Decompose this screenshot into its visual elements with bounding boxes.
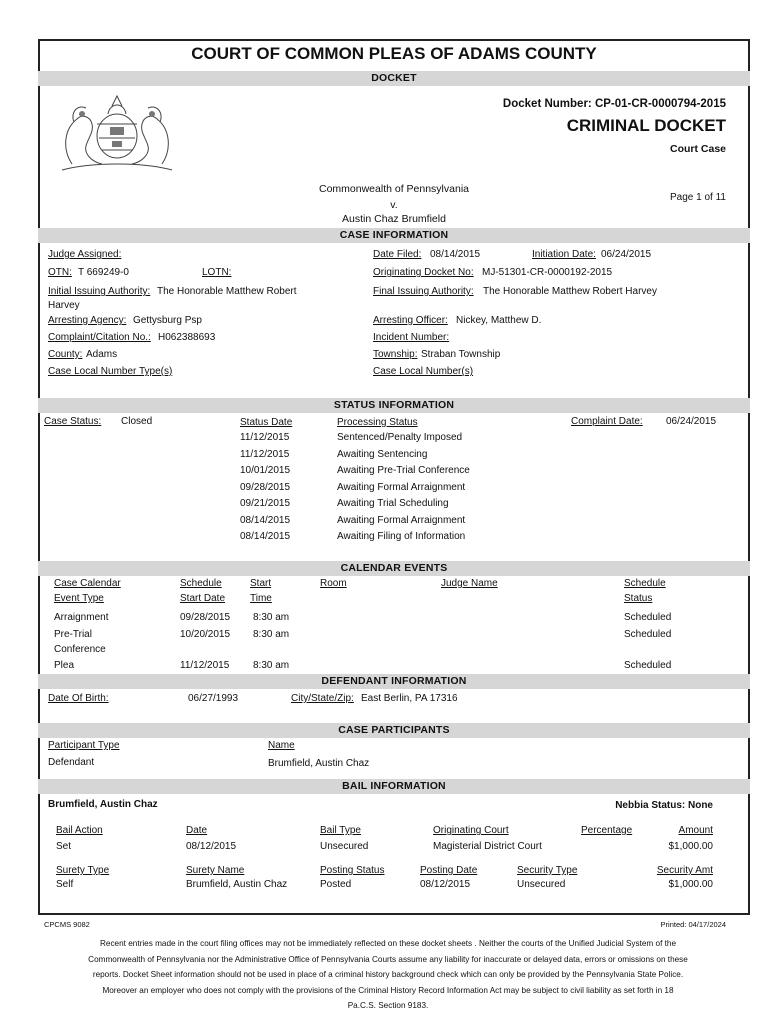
posting-status-header: Posting Status [320, 865, 385, 876]
disclaimer: Recent entries made in the court filing offices may not be immediately reflected on these docket sheets . Neither the courts of the Unified Judicial System of the Commonwealth of Pennsylvania nor the Administrative Office of Pennsylvania Courts assume any liability for inaccurate or delayed data, errors or omissions on these reports. Docket Sheet information should not be used in place of a criminal history background check which can only be provided by the Pennsylvania State Police. Moreover an employer who does not comply with the provisions of the Criminal History Record Information Act may be subject to civil liability as set forth in 18 Pa.C.S. Section 9183. [88, 939, 688, 1010]
participant-name-header: Name [268, 740, 295, 751]
originating-court-header: Originating Court [433, 825, 509, 836]
cal-row-date: 11/12/2015 [180, 660, 230, 671]
final-authority-label: Final Issuing Authority: [373, 286, 474, 297]
cal-row-time: 8:30 am [253, 660, 290, 671]
originating-court-value: Magisterial District Court [433, 841, 542, 852]
status-row-status: Sentenced/Penalty Imposed [337, 432, 463, 443]
initial-authority-cont: Harvey [48, 300, 80, 311]
case-local-number-label: Case Local Number(s) [373, 366, 474, 377]
court-title: COURT OF COMMON PLEAS OF ADAMS COUNTY [191, 44, 597, 63]
status-date-header: Status Date [240, 417, 293, 428]
complaint-date-label: Complaint Date: [571, 416, 643, 427]
surety-type-header: Surety Type [56, 865, 110, 876]
cal-row-status: Scheduled [624, 629, 672, 640]
amount-header: Amount [678, 825, 713, 836]
status-row-status: Awaiting Formal Arraignment [337, 514, 466, 526]
caption-versus: v. [390, 199, 398, 211]
complaint-citation-value: H062388693 [158, 332, 216, 343]
cal-header-room: Room [320, 578, 347, 589]
case-status-label: Case Status: [44, 416, 102, 427]
cal-row-status: Scheduled [624, 660, 672, 671]
pennsylvania-seal-icon [52, 94, 182, 174]
participant-type-header: Participant Type [48, 740, 120, 751]
docket-bar: DOCKET [38, 71, 750, 86]
otn-value: T 669249-0 [78, 267, 129, 278]
city-state-zip-label: City/State/Zip: [291, 693, 354, 704]
caption-plaintiff: Commonwealth of Pennsylvania [319, 183, 469, 195]
surety-name-value: Brumfield, Austin Chaz [186, 879, 288, 890]
cal-row-event: Arraignment [54, 612, 109, 623]
lotn-label: LOTN: [202, 267, 232, 278]
security-amt-header: Security Amt [656, 865, 713, 876]
cal-row-event: Pre-Trial [54, 629, 92, 640]
status-row-status: Awaiting Trial Scheduling [337, 498, 449, 509]
status-row-date: 09/28/2015 [240, 481, 291, 493]
surety-type-value: Self [56, 879, 74, 890]
complaint-citation-label: Complaint/Citation No.: [48, 332, 151, 343]
security-type-value: Unsecured [517, 879, 566, 890]
status-row-date: 11/12/2015 [240, 432, 290, 443]
originating-docket-label: Originating Docket No: [373, 267, 474, 278]
date-filed-label: Date Filed: [373, 249, 422, 260]
township-label: Township: [373, 349, 418, 360]
cal-header-event-2: Event Type [54, 593, 104, 604]
status-row-status: Awaiting Filing of Information [337, 531, 466, 542]
cal-header-start-1: Start [250, 578, 272, 589]
status-row-date: 11/12/2015 [240, 448, 290, 460]
criminal-docket-heading: CRIMINAL DOCKET [566, 116, 726, 135]
amount-value: $1,000.00 [668, 841, 713, 852]
percentage-header: Percentage [581, 825, 633, 836]
complaint-date-value: 06/24/2015 [666, 416, 717, 427]
arresting-officer-value: Nickey, Matthew D. [456, 315, 542, 326]
cal-header-judge: Judge Name [441, 578, 498, 589]
status-row-date: 10/01/2015 [240, 465, 291, 476]
county-value: Adams [86, 349, 118, 360]
docket-number: Docket Number: CP-01-CR-0000794-2015 [502, 98, 726, 110]
dob-label: Date Of Birth: [48, 693, 109, 704]
posting-status-value: Posted [320, 879, 352, 890]
participant-type-value: Defendant [48, 757, 95, 768]
cal-header-start-2: Time [250, 593, 272, 604]
otn-label: OTN: [48, 267, 72, 278]
final-authority-value: The Honorable Matthew Robert Harvey [483, 286, 657, 297]
cal-row-time: 8:30 am [253, 629, 290, 640]
originating-docket-value: MJ-51301-CR-0000192-2015 [482, 267, 613, 278]
arresting-agency-value: Gettysburg Psp [133, 315, 202, 326]
cal-row-date: 10/20/2015 [180, 629, 231, 640]
status-row-status: Awaiting Formal Arraignment [337, 481, 466, 493]
bail-type-header: Bail Type [320, 825, 361, 836]
bail-person-name: Brumfield, Austin Chaz [48, 799, 158, 810]
cal-row-time: 8:30 am [253, 612, 290, 623]
dob-value: 06/27/1993 [188, 693, 239, 704]
cal-row-date: 09/28/2015 [180, 612, 231, 623]
status-information-bar: STATUS INFORMATION [38, 398, 750, 413]
posting-date-value: 08/12/2015 [420, 879, 471, 890]
city-state-zip-value: East Berlin, PA 17316 [361, 693, 458, 704]
initial-authority-label: Initial Issuing Authority: [48, 286, 151, 297]
bail-action-header: Bail Action [56, 825, 103, 836]
posting-date-header: Posting Date [420, 865, 478, 876]
cal-row-status: Scheduled [624, 612, 672, 623]
arresting-agency-label: Arresting Agency: [48, 315, 127, 326]
participant-name-value: Brumfield, Austin Chaz [268, 758, 370, 769]
arresting-officer-label: Arresting Officer: [373, 315, 448, 326]
cal-row-event: Plea [54, 660, 75, 671]
processing-status-header: Processing Status [337, 417, 418, 428]
bail-information-bar: BAIL INFORMATION [38, 779, 750, 794]
case-status-value: Closed [121, 416, 153, 427]
case-information-bar: CASE INFORMATION [38, 228, 750, 243]
bail-type-value: Unsecured [320, 841, 369, 852]
bail-date-header: Date [186, 825, 208, 836]
bail-action-value: Set [56, 841, 72, 852]
county-label: County: [48, 349, 83, 360]
judge-assigned-label: Judge Assigned: [48, 249, 122, 260]
status-row-date: 08/14/2015 [240, 531, 291, 542]
nebbia-status: Nebbia Status: None [615, 800, 713, 811]
surety-name-header: Surety Name [186, 865, 245, 876]
status-row-status: Awaiting Sentencing [337, 448, 428, 460]
cal-header-status-2: Status [624, 593, 653, 604]
status-row-date: 08/14/2015 [240, 514, 291, 526]
bail-date-value: 08/12/2015 [186, 841, 237, 852]
incident-number-label: Incident Number: [373, 332, 450, 343]
cal-header-event-1: Case Calendar [54, 578, 121, 589]
status-row-status: Awaiting Pre-Trial Conference [337, 465, 470, 476]
initiation-date-value: 06/24/2015 [601, 249, 652, 260]
initial-authority-value: The Honorable Matthew Robert [157, 286, 297, 297]
court-case-label: Court Case [669, 143, 726, 155]
page-indicator: Page 1 of 11 [670, 192, 726, 203]
form-id: CPCMS 9082 [44, 920, 90, 929]
printed-date: Printed: 04/17/2024 [660, 920, 726, 929]
caption-defendant: Austin Chaz Brumfield [342, 213, 446, 225]
cal-header-status-1: Schedule [624, 578, 666, 589]
calendar-events-bar: CALENDAR EVENTS [38, 561, 750, 576]
date-filed-value: 08/14/2015 [430, 249, 481, 260]
township-value: Straban Township [421, 349, 501, 360]
cal-row-event-cont: Conference [54, 644, 106, 655]
status-row-date: 09/21/2015 [240, 498, 291, 509]
security-type-header: Security Type [517, 865, 578, 876]
initiation-date-label: Initiation Date: [532, 249, 596, 260]
defendant-information-bar: DEFENDANT INFORMATION [38, 674, 750, 689]
case-local-type-label: Case Local Number Type(s) [48, 366, 173, 377]
security-amt-value: $1,000.00 [668, 879, 713, 890]
cal-header-sched-2: Start Date [180, 593, 226, 604]
case-participants-bar: CASE PARTICIPANTS [38, 723, 750, 738]
cal-header-sched-1: Schedule [180, 578, 222, 589]
